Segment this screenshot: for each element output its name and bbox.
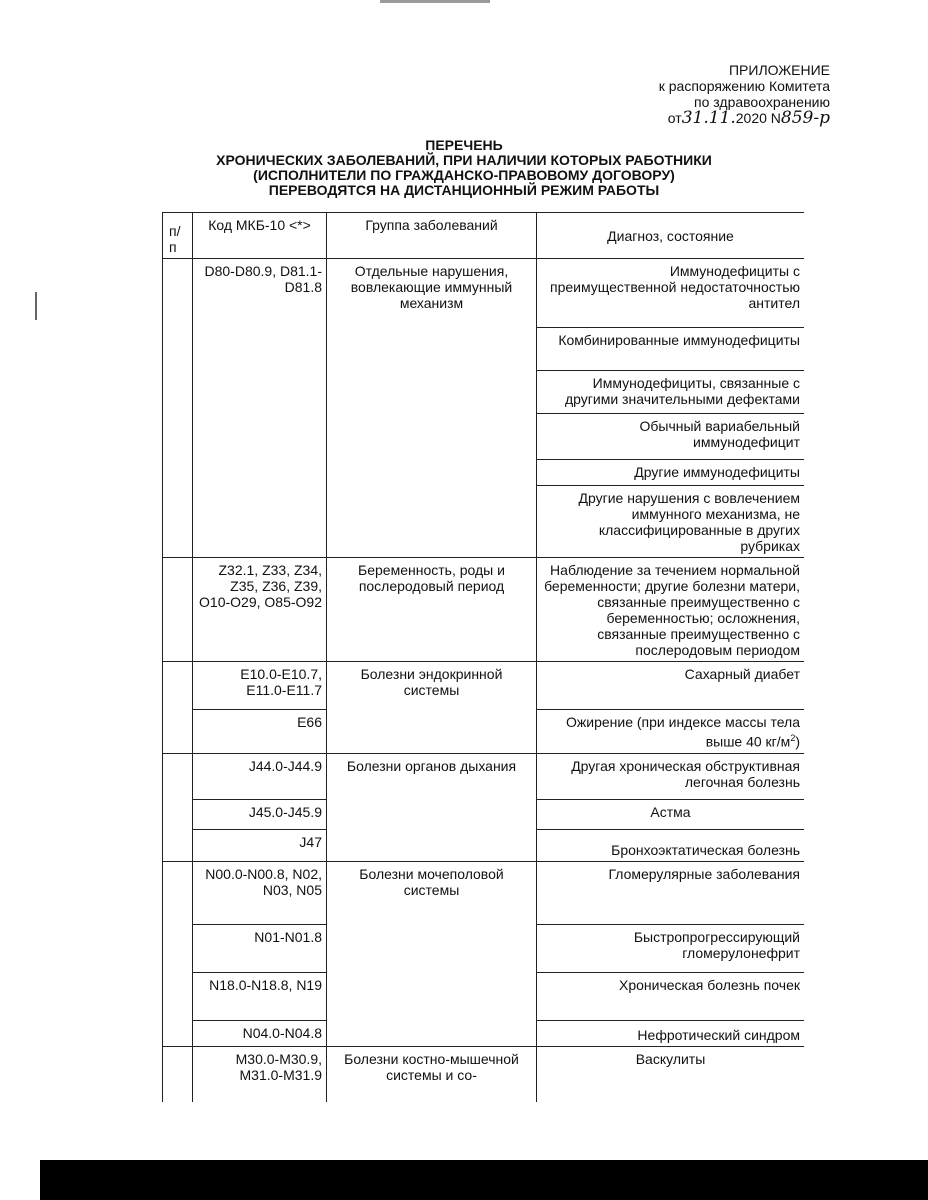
disease-group: Болезни костно-мышечной системы и со- bbox=[327, 1046, 537, 1102]
handwritten-date: 31.11. bbox=[681, 108, 736, 128]
header-code: Код МКБ-10 <*> bbox=[193, 213, 327, 259]
annex-title: ПРИЛОЖЕНИЕ bbox=[728, 62, 830, 78]
diagnosis: Другая хроническая обструктивная легочная болезнь bbox=[537, 753, 805, 799]
diagnosis: Другие нарушения с вовлечением иммунного механизма, не классифицированные в других рубриках bbox=[537, 486, 805, 558]
table-row bbox=[163, 259, 805, 328]
table-row bbox=[163, 662, 805, 710]
icd-code: J47 bbox=[193, 829, 327, 861]
diagnosis: Быстропрогрессирующий гломерулонефрит bbox=[537, 924, 805, 972]
diagnosis: Иммунодефициты с преимущественной недостаточностью антител bbox=[537, 259, 805, 328]
diagnosis: Гломерулярные заболевания bbox=[537, 861, 805, 924]
diagnosis: Сахарный диабет bbox=[537, 662, 805, 710]
disease-group: Болезни эндокринной системы bbox=[327, 662, 537, 754]
disease-table-frame bbox=[162, 212, 804, 1102]
handwritten-number: 859-р bbox=[780, 108, 830, 128]
icd-code: J45.0-J45.9 bbox=[193, 799, 327, 829]
diagnosis: Наблюдение за течением нормальной беременности; другие болезни матери, связанные преимущественно с беременностью; осложнения, связанные преимущественно с послеродовым периодом bbox=[537, 558, 805, 662]
table-row bbox=[163, 753, 805, 799]
disease-group: Отдельные нарушения, вовлекающие иммунный механизм bbox=[327, 259, 537, 558]
document-title: ПЕРЕЧЕНЬ ХРОНИЧЕСКИХ ЗАБОЛЕВАНИЙ, ПРИ НАЛИЧИИ КОТОРЫХ РАБОТНИКИ (ИСПОЛНИТЕЛИ ПО ГРАЖДАНСКО-ПРАВОВОМУ ДОГОВОРУ) ПЕРЕВОДЯТСЯ НА ДИСТАНЦИОННЫЙ РЕЖИМ РАБОТЫ bbox=[216, 137, 712, 198]
annex-date: от31.11.2020 N859-р bbox=[667, 108, 830, 128]
diagnosis: Астма bbox=[537, 799, 805, 829]
icd-code: N01-N01.8 bbox=[193, 924, 327, 972]
icd-code: J44.0-J44.9 bbox=[193, 753, 327, 799]
diagnosis: Комбинированные иммунодефициты bbox=[537, 328, 805, 371]
annex-line: к распоряжению Комитета bbox=[658, 78, 830, 94]
table-header bbox=[163, 213, 805, 259]
diagnosis: Другие иммунодефициты bbox=[537, 460, 805, 486]
icd-code: E10.0-E10.7, E11.0-E11.7 bbox=[193, 662, 327, 710]
scan-artifact bbox=[35, 292, 37, 320]
disease-group: Болезни органов дыхания bbox=[327, 753, 537, 861]
disease-table bbox=[162, 212, 804, 1102]
annex-header bbox=[659, 62, 830, 126]
table-row bbox=[163, 1046, 805, 1102]
diagnosis: Нефротический синдром bbox=[537, 1020, 805, 1046]
header-group: Группа заболеваний bbox=[327, 213, 537, 259]
icd-code: Z32.1, Z33, Z34, Z35, Z36, Z39, O10-O29, O85-O92 bbox=[193, 558, 327, 662]
diagnosis: Бронхоэктатическая болезнь bbox=[537, 829, 805, 861]
diagnosis: Хроническая болезнь почек bbox=[537, 972, 805, 1020]
icd-code: M30.0-M30.9, M31.0-M31.9 bbox=[193, 1046, 327, 1102]
diagnosis: Обычный вариабельный иммунодефицит bbox=[537, 414, 805, 460]
table-row bbox=[163, 558, 805, 662]
disease-group: Болезни мочеполовой системы bbox=[327, 861, 537, 1046]
icd-code: N04.0-N04.8 bbox=[193, 1020, 327, 1046]
diagnosis: Ожирение (при индексе массы тела выше 40 $кг/м^2$) bbox=[537, 710, 805, 754]
annex-line: по здравоохранению bbox=[694, 94, 830, 110]
table-row bbox=[163, 861, 805, 924]
header-num: п/п bbox=[163, 213, 193, 259]
scan-bottom-edge bbox=[40, 1160, 928, 1200]
icd-code: N18.0-N18.8, N19 bbox=[193, 972, 327, 1020]
disease-group: Беременность, роды и послеродовый период bbox=[327, 558, 537, 662]
header-diagnosis: Диагноз, состояние bbox=[537, 213, 805, 259]
icd-code: E66 bbox=[193, 710, 327, 754]
icd-code: D80-D80.9, D81.1-D81.8 bbox=[193, 259, 327, 558]
diagnosis: Иммунодефициты, связанные с другими значительными дефектами bbox=[537, 371, 805, 414]
icd-code: N00.0-N00.8, N02, N03, N05 bbox=[193, 861, 327, 924]
diagnosis: Васкулиты bbox=[537, 1046, 805, 1102]
scan-artifact bbox=[380, 0, 490, 3]
